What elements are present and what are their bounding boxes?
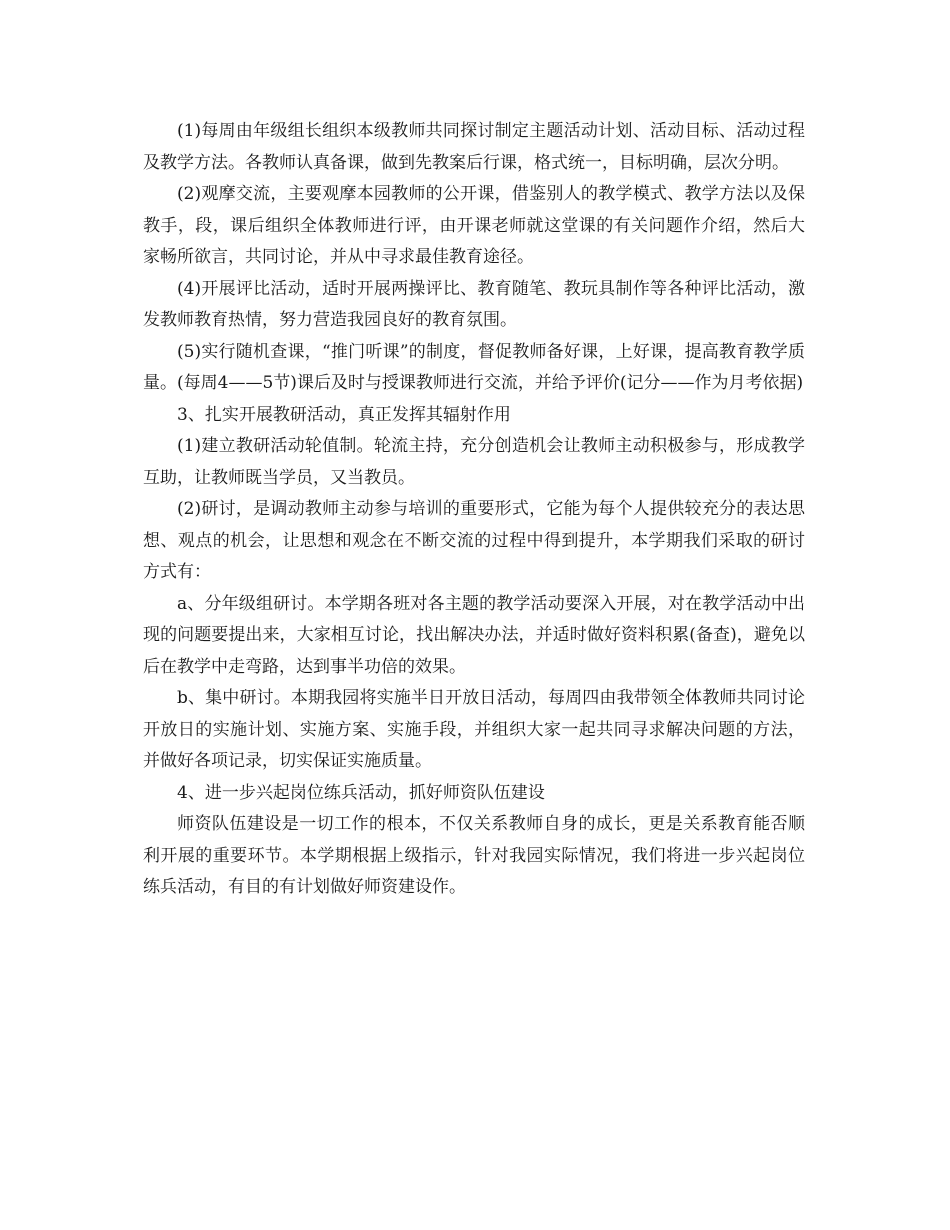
paragraph-1-5: (5)实行随机查课，“推门听课”的制度，督促教师备好课，上好课，提高教育教学质量。(每周4——5节)课后及时与授课教师进行交流，并给予评价(记分——作为月考依据) [143,341,805,393]
section-heading-3: 3、扎实开展教研活动，真正发挥其辐射作用 [177,404,511,425]
paragraph-1-4: (4)开展评比活动，适时开展两操评比、教育随笔、教玩具制作等各种评比活动，激发教师教育热情，努力营造我园良好的教育氛围。 [143,278,805,330]
paragraph-1-1: (1)每周由年级组长组织本级教师共同探讨制定主题活动计划、活动目标、活动过程及教学方法。各教师认真备课，做到先教案后行课，格式统一，目标明确，层次分明。 [143,121,805,173]
paragraph-4-body: 师资队伍建设是一切工作的根本，不仅关系教师自身的成长，更是关系教育能否顺利开展的重要环节。本学期根据上级指示，针对我园实际情况，我们将进一步兴起岗位练兵活动，有目的有计划做好师资建设作。 [143,814,805,897]
section-heading-4: 4、进一步兴起岗位练兵活动，抓好师资队伍建设 [177,782,545,803]
paragraph-1-2: (2)观摩交流，主要观摩本园教师的公开课，借鉴别人的教学模式、教学方法以及保教手，段，课后组织全体教师进行评，由开课老师就这堂课的有关问题作介绍，然后大家畅所欲言，共同讨论，并从中寻求最佳教育途径。 [143,184,805,267]
paragraph-3-a: a、分年级组研讨。本学期各班对各主题的教学活动要深入开展，对在教学活动中出现的问题要提出来，大家相互讨论，找出解决办法，并适时做好资料积累(备查)，避免以后在教学中走弯路，达到事半功倍的效果。 [143,593,805,677]
paragraph-3-2: (2)研讨，是调动教师主动参与培训的重要形式，它能为每个人提供较充分的表达思想、观点的机会，让思想和观念在不断交流的过程中得到提升，本学期我们采取的研讨方式有： [143,499,805,582]
paragraph-3-b: b、集中研讨。本期我园将实施半日开放日活动，每周四由我带领全体教师共同讨论开放日的实施计划、实施方案、实施手段，并组织大家一起共同寻求解决问题的方法，并做好各项记录，切实保证实施质量。 [143,688,805,771]
paragraph-3-1: (1)建立教研活动轮值制。轮流主持，充分创造机会让教师主动积极参与，形成教学互助，让教师既当学员，又当教员。 [143,436,805,488]
document-body [143,116,805,904]
